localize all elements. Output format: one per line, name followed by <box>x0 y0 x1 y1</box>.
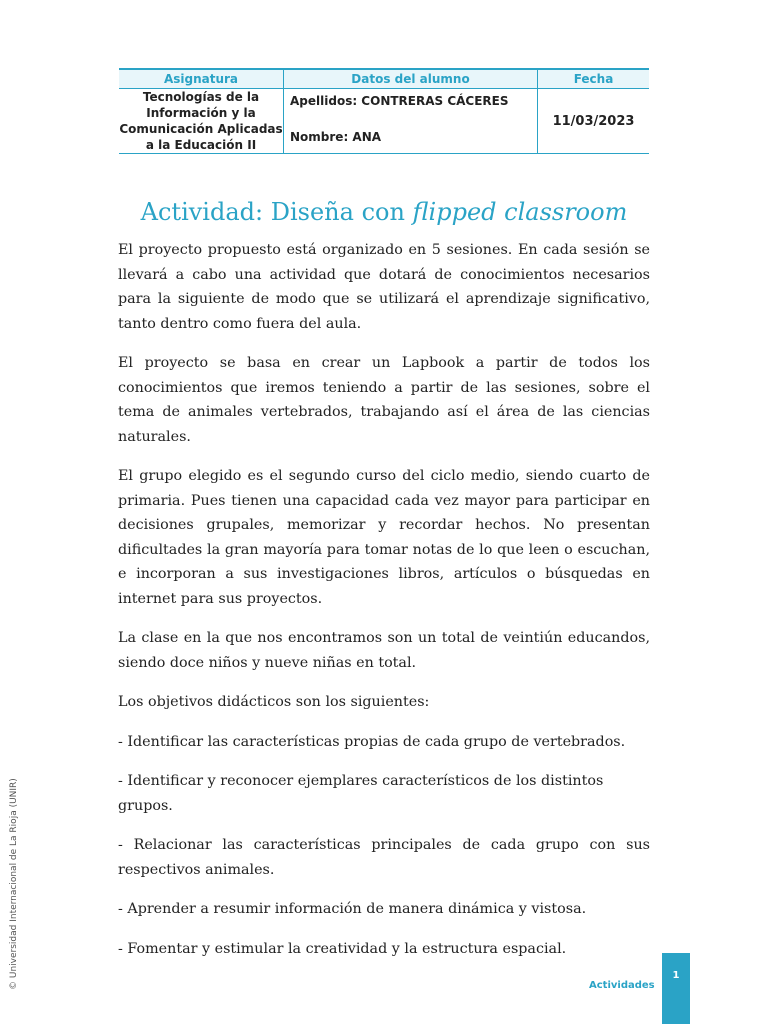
objective-item: - Fomentar y estimular la creatividad y la estructura espacial. <box>118 940 567 957</box>
paragraph: La clase en la que nos encontramos son un total de veintiún educandos, siendo doce niños y nueve niñas en total. <box>118 630 650 671</box>
body-content <box>118 238 650 976</box>
date-value: 11/03/2023 <box>538 89 650 154</box>
copyright-notice: © Universidad Internacional de La Rioja (UNIR) <box>9 778 19 990</box>
subject-line: Comunicación Aplicadas <box>119 122 283 136</box>
paragraph: El proyecto propuesto está organizado en 5 sesiones. En cada sesión se llevará a cabo una actividad que dotará de conocimientos necesarios para la siguiente de modo que se utilizará el aprendizaje significativo, tanto dentro como fuera del aula. <box>118 242 650 332</box>
subject-line: a la Educación II <box>145 138 257 152</box>
page-number: 1 <box>672 970 680 981</box>
date-heading: Fecha <box>538 69 650 89</box>
title-italic: flipped classroom <box>412 198 628 226</box>
student-name: Nombre: ANA <box>290 130 382 144</box>
subject-cell <box>119 89 284 154</box>
objective-item: - Identificar y reconocer ejemplares característicos de los distintos grupos. <box>118 773 604 814</box>
objective-item: - Identificar las características propias de cada grupo de vertebrados. <box>118 733 626 750</box>
footer-section-label: Actividades <box>589 980 655 991</box>
header-table <box>119 68 649 154</box>
student-data-heading: Datos del alumno <box>284 69 538 89</box>
subject-line: Información y la <box>146 106 256 120</box>
subject-line: Tecnologías de la <box>142 90 260 104</box>
title-prefix: Actividad: Diseña con <box>140 198 413 226</box>
paragraph: El grupo elegido es el segundo curso del ciclo medio, siendo cuarto de primaria. Pues tienen una capacidad cada vez mayor para participar en decisiones grupales, memorizar y recordar hechos. No presentan dificultades la gran mayoría para tomar notas de lo que leen o escuchan, e incorporan a sus investigaciones libros, artículos o búsquedas en internet para sus proyectos. <box>118 468 650 607</box>
page-number-tab <box>662 953 690 1024</box>
objective-item: - Aprender a resumir información de manera dinámica y vistosa. <box>118 901 587 917</box>
subject-heading: Asignatura <box>119 69 284 89</box>
student-data-cell <box>284 89 538 154</box>
paragraph: El proyecto se basa en crear un Lapbook a partir de todos los conocimientos que iremos teniendo a partir de las sesiones, sobre el tema de animales vertebrados, trabajando así el área de las ciencias naturales. <box>118 355 650 445</box>
page-title <box>0 198 768 226</box>
objective-item: - Relacionar las características principales de cada grupo con sus respectivos animales. <box>118 837 650 878</box>
student-surname: Apellidos: CONTRERAS CÁCERES <box>290 94 509 108</box>
paragraph: Los objetivos didácticos son los siguientes: <box>118 694 430 710</box>
